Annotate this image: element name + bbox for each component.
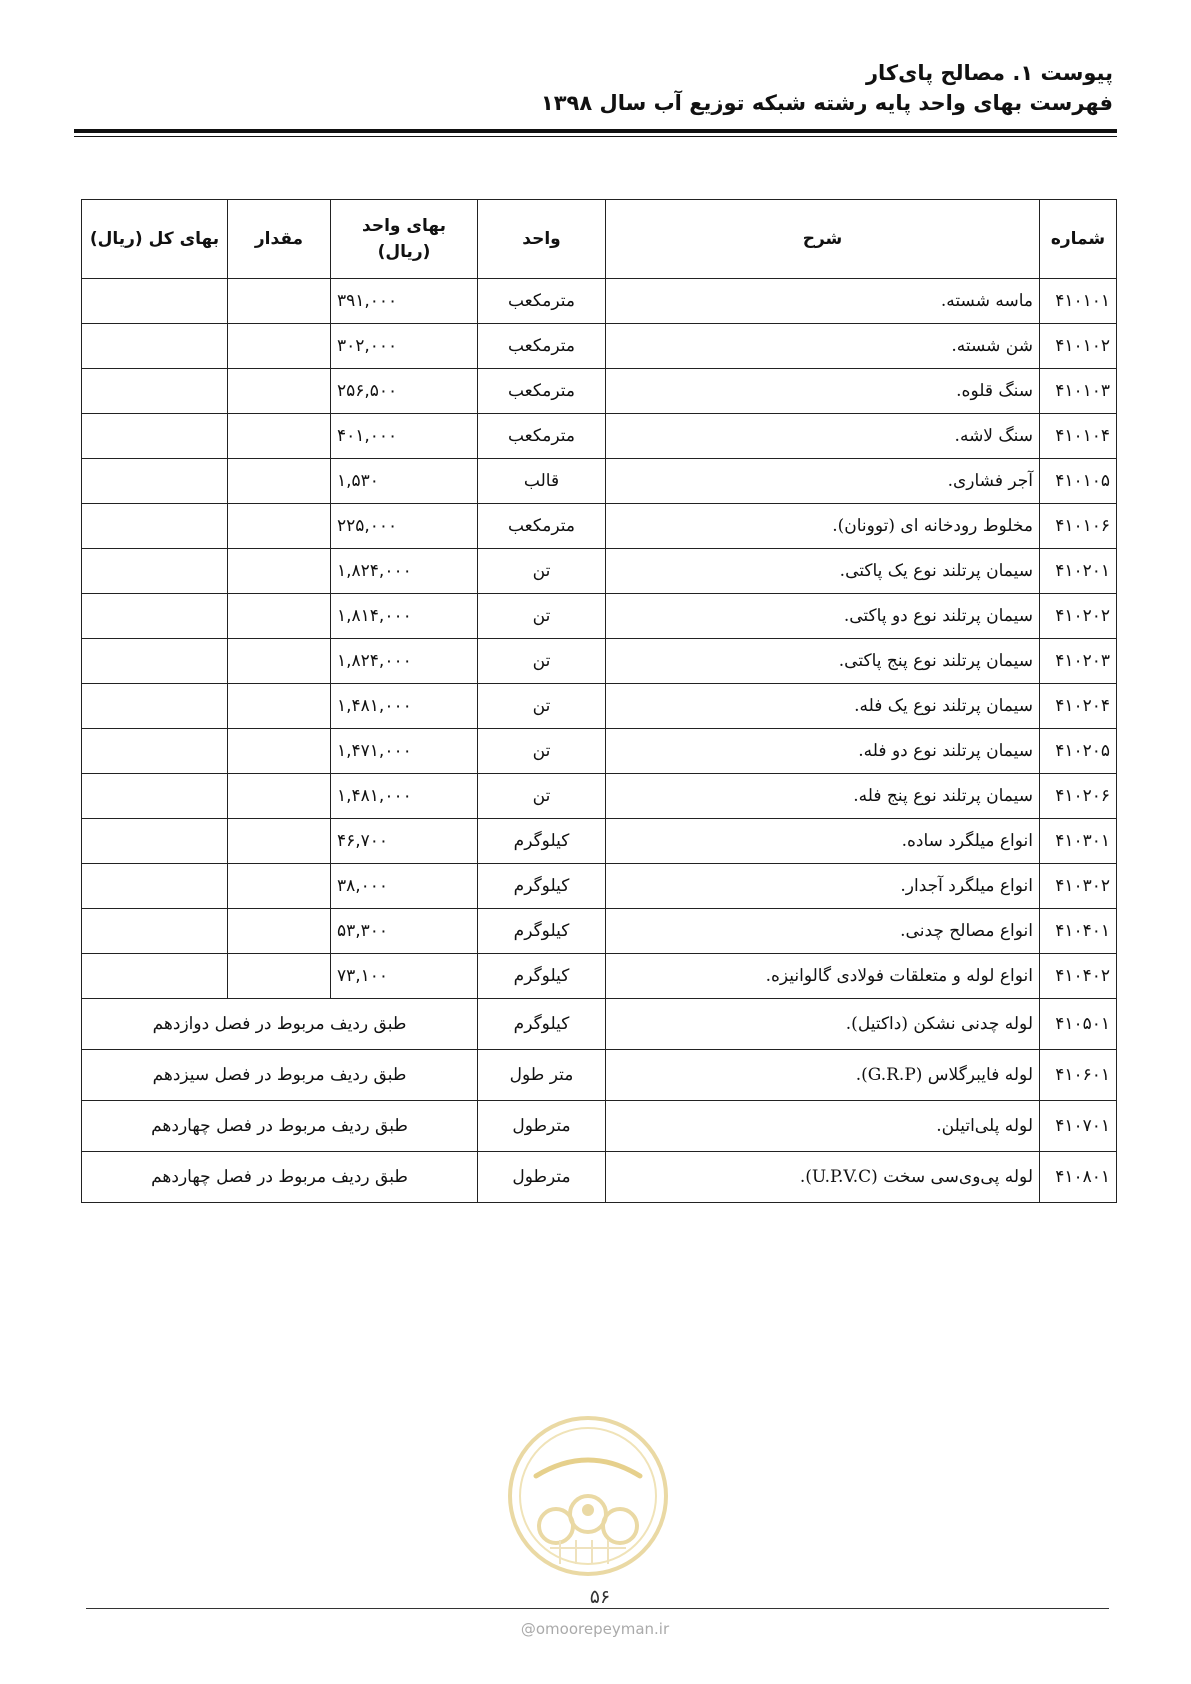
cell-quantity: [228, 414, 331, 459]
header-rule-thin: [74, 136, 1117, 137]
cell-total: [82, 549, 228, 594]
header-code: شماره: [1040, 200, 1117, 279]
cell-code: ۴۱۰۶۰۱: [1040, 1050, 1117, 1101]
header-quantity: مقدار: [228, 200, 331, 279]
cell-code: ۴۱۰۲۰۵: [1040, 729, 1117, 774]
cell-unit-price: ۱,۴۸۱,۰۰۰: [331, 774, 478, 819]
cell-code: ۴۱۰۲۰۴: [1040, 684, 1117, 729]
page-number: ۵۶: [589, 1586, 611, 1608]
cell-total: [82, 414, 228, 459]
table-row: [82, 684, 1117, 729]
appendix-title: پیوست ۱. مصالح پای‌کار: [865, 61, 1113, 85]
table-row: [82, 324, 1117, 369]
cell-total: [82, 909, 228, 954]
cell-code: ۴۱۰۲۰۱: [1040, 549, 1117, 594]
cell-quantity: [228, 729, 331, 774]
cell-total: [82, 729, 228, 774]
cell-desc: سیمان پرتلند نوع یک پاکتی.: [606, 549, 1040, 594]
cell-unit: مترمکعب: [478, 504, 606, 549]
table-header-row: [82, 200, 1117, 279]
cell-total: [82, 324, 228, 369]
cell-unit: تن: [478, 684, 606, 729]
cell-total: [82, 954, 228, 999]
cell-unit-price: ۴۶,۷۰۰: [331, 819, 478, 864]
cell-code: ۴۱۰۵۰۱: [1040, 999, 1117, 1050]
cell-unit: تن: [478, 549, 606, 594]
cell-desc: لوله چدنی نشکن (داکتیل).: [606, 999, 1040, 1050]
table-row: [82, 549, 1117, 594]
cell-desc: سنگ قلوه.: [606, 369, 1040, 414]
cell-unit-price: ۲۵۶,۵۰۰: [331, 369, 478, 414]
cell-total: [82, 819, 228, 864]
cell-unit-price: ۳۹۱,۰۰۰: [331, 279, 478, 324]
cell-total: [82, 279, 228, 324]
cell-quantity: [228, 954, 331, 999]
cell-desc: سیمان پرتلند نوع پنج پاکتی.: [606, 639, 1040, 684]
cell-unit: کیلوگرم: [478, 819, 606, 864]
cell-total: [82, 459, 228, 504]
header-unit-price-line1: بهای واحد: [362, 216, 446, 236]
table-row-reference: [82, 1050, 1117, 1101]
website-watermark: @omoorepeyman.ir: [520, 1620, 670, 1638]
cell-unit-price: ۴۰۱,۰۰۰: [331, 414, 478, 459]
cell-quantity: [228, 819, 331, 864]
cell-desc: شن شسته.: [606, 324, 1040, 369]
cell-quantity: [228, 594, 331, 639]
cell-desc: لوله پلی‌اتیلن.: [606, 1101, 1040, 1152]
cell-code: ۴۱۰۱۰۱: [1040, 279, 1117, 324]
cell-total: [82, 504, 228, 549]
cell-code: ۴۱۰۷۰۱: [1040, 1101, 1117, 1152]
cell-quantity: [228, 909, 331, 954]
cell-code: ۴۱۰۳۰۱: [1040, 819, 1117, 864]
header-unit: واحد: [478, 200, 606, 279]
cell-desc: آجر فشاری.: [606, 459, 1040, 504]
table-row: [82, 504, 1117, 549]
cell-total: [82, 369, 228, 414]
cell-desc: انواع میلگرد ساده.: [606, 819, 1040, 864]
cell-reference: طبق ردیف مربوط در فصل چهاردهم: [82, 1101, 478, 1152]
cell-desc: سنگ لاشه.: [606, 414, 1040, 459]
cell-unit: تن: [478, 639, 606, 684]
table-row: [82, 459, 1117, 504]
cell-unit: متر طول: [478, 1050, 606, 1101]
cell-unit: مترمکعب: [478, 324, 606, 369]
cell-unit-price: ۲۲۵,۰۰۰: [331, 504, 478, 549]
cell-desc: انواع مصالح چدنی.: [606, 909, 1040, 954]
cell-code: ۴۱۰۴۰۱: [1040, 909, 1117, 954]
cell-reference: طبق ردیف مربوط در فصل چهاردهم: [82, 1152, 478, 1203]
page-header: [78, 58, 1113, 118]
document-title: فهرست بهای واحد پایه رشته شبکه توزیع آب سال ۱۳۹۸: [540, 91, 1113, 115]
cell-quantity: [228, 279, 331, 324]
cell-code: ۴۱۰۲۰۲: [1040, 594, 1117, 639]
cell-unit-price: ۱,۸۱۴,۰۰۰: [331, 594, 478, 639]
cell-unit: کیلوگرم: [478, 864, 606, 909]
table-row: [82, 819, 1117, 864]
cell-code: ۴۱۰۱۰۴: [1040, 414, 1117, 459]
cell-unit-price: ۷۳,۱۰۰: [331, 954, 478, 999]
table-row-reference: [82, 1101, 1117, 1152]
table-row-reference: [82, 999, 1117, 1050]
cell-quantity: [228, 774, 331, 819]
table-row: [82, 774, 1117, 819]
cell-quantity: [228, 459, 331, 504]
cell-quantity: [228, 504, 331, 549]
cell-unit-price: ۱,۴۷۱,۰۰۰: [331, 729, 478, 774]
cell-unit: تن: [478, 594, 606, 639]
cell-code: ۴۱۰۴۰۲: [1040, 954, 1117, 999]
price-table: [81, 199, 1117, 1203]
cell-unit: کیلوگرم: [478, 909, 606, 954]
table-row: [82, 279, 1117, 324]
cell-quantity: [228, 684, 331, 729]
cell-unit-price: ۵۳,۳۰۰: [331, 909, 478, 954]
cell-desc: سیمان پرتلند نوع یک فله.: [606, 684, 1040, 729]
cell-code: ۴۱۰۱۰۶: [1040, 504, 1117, 549]
table-row: [82, 729, 1117, 774]
table-row: [82, 369, 1117, 414]
table-row: [82, 594, 1117, 639]
cell-quantity: [228, 549, 331, 594]
cell-desc: لوله فایبرگلاس (G.R.P).: [606, 1050, 1040, 1101]
cell-desc: سیمان پرتلند نوع دو فله.: [606, 729, 1040, 774]
cell-code: ۴۱۰۱۰۳: [1040, 369, 1117, 414]
cell-quantity: [228, 864, 331, 909]
footer-rule: [86, 1608, 1109, 1609]
cell-desc: مخلوط رودخانه ای (توونان).: [606, 504, 1040, 549]
cell-code: ۴۱۰۸۰۱: [1040, 1152, 1117, 1203]
cell-desc: ماسه شسته.: [606, 279, 1040, 324]
cell-unit: مترمکعب: [478, 279, 606, 324]
header-desc: شرح: [606, 200, 1040, 279]
cell-unit: مترمکعب: [478, 414, 606, 459]
cell-code: ۴۱۰۱۰۵: [1040, 459, 1117, 504]
cell-total: [82, 594, 228, 639]
cell-reference: طبق ردیف مربوط در فصل دوازدهم: [82, 999, 478, 1050]
cell-desc: انواع لوله و متعلقات فولادی گالوانیزه.: [606, 954, 1040, 999]
cell-unit: قالب: [478, 459, 606, 504]
cell-unit: تن: [478, 774, 606, 819]
header-unit-price: [331, 200, 478, 279]
table-row: [82, 639, 1117, 684]
cell-total: [82, 864, 228, 909]
cell-unit: مترطول: [478, 1152, 606, 1203]
table-row: [82, 954, 1117, 999]
cell-unit-price: ۳۸,۰۰۰: [331, 864, 478, 909]
cell-unit: مترمکعب: [478, 369, 606, 414]
cell-total: [82, 684, 228, 729]
cell-quantity: [228, 369, 331, 414]
cell-unit-price: ۱,۵۳۰: [331, 459, 478, 504]
cell-unit: کیلوگرم: [478, 999, 606, 1050]
header-total: بهای کل (ریال): [82, 200, 228, 279]
cell-unit-price: ۳۰۲,۰۰۰: [331, 324, 478, 369]
table-row: [82, 414, 1117, 459]
cell-unit: تن: [478, 729, 606, 774]
header-rule-thick: [74, 129, 1117, 133]
cell-desc: لوله پی‌وی‌سی سخت (U.P.V.C).: [606, 1152, 1040, 1203]
cell-code: ۴۱۰۱۰۲: [1040, 324, 1117, 369]
cell-quantity: [228, 639, 331, 684]
cell-unit: کیلوگرم: [478, 954, 606, 999]
cell-code: ۴۱۰۳۰۲: [1040, 864, 1117, 909]
cell-unit: مترطول: [478, 1101, 606, 1152]
cell-desc: سیمان پرتلند نوع پنج فله.: [606, 774, 1040, 819]
cell-unit-price: ۱,۴۸۱,۰۰۰: [331, 684, 478, 729]
table-row: [82, 909, 1117, 954]
cell-reference: طبق ردیف مربوط در فصل سیزدهم: [82, 1050, 478, 1101]
cell-desc: سیمان پرتلند نوع دو پاکتی.: [606, 594, 1040, 639]
cell-code: ۴۱۰۲۰۳: [1040, 639, 1117, 684]
cell-quantity: [228, 324, 331, 369]
table-row-reference: [82, 1152, 1117, 1203]
omoore-peyman-seal-logo: [506, 1414, 670, 1578]
cell-unit-price: ۱,۸۲۴,۰۰۰: [331, 549, 478, 594]
cell-total: [82, 774, 228, 819]
cell-unit-price: ۱,۸۲۴,۰۰۰: [331, 639, 478, 684]
table-row: [82, 864, 1117, 909]
header-unit-price-line2: (ریال): [377, 242, 431, 262]
cell-total: [82, 639, 228, 684]
cell-desc: انواع میلگرد آجدار.: [606, 864, 1040, 909]
cell-code: ۴۱۰۲۰۶: [1040, 774, 1117, 819]
